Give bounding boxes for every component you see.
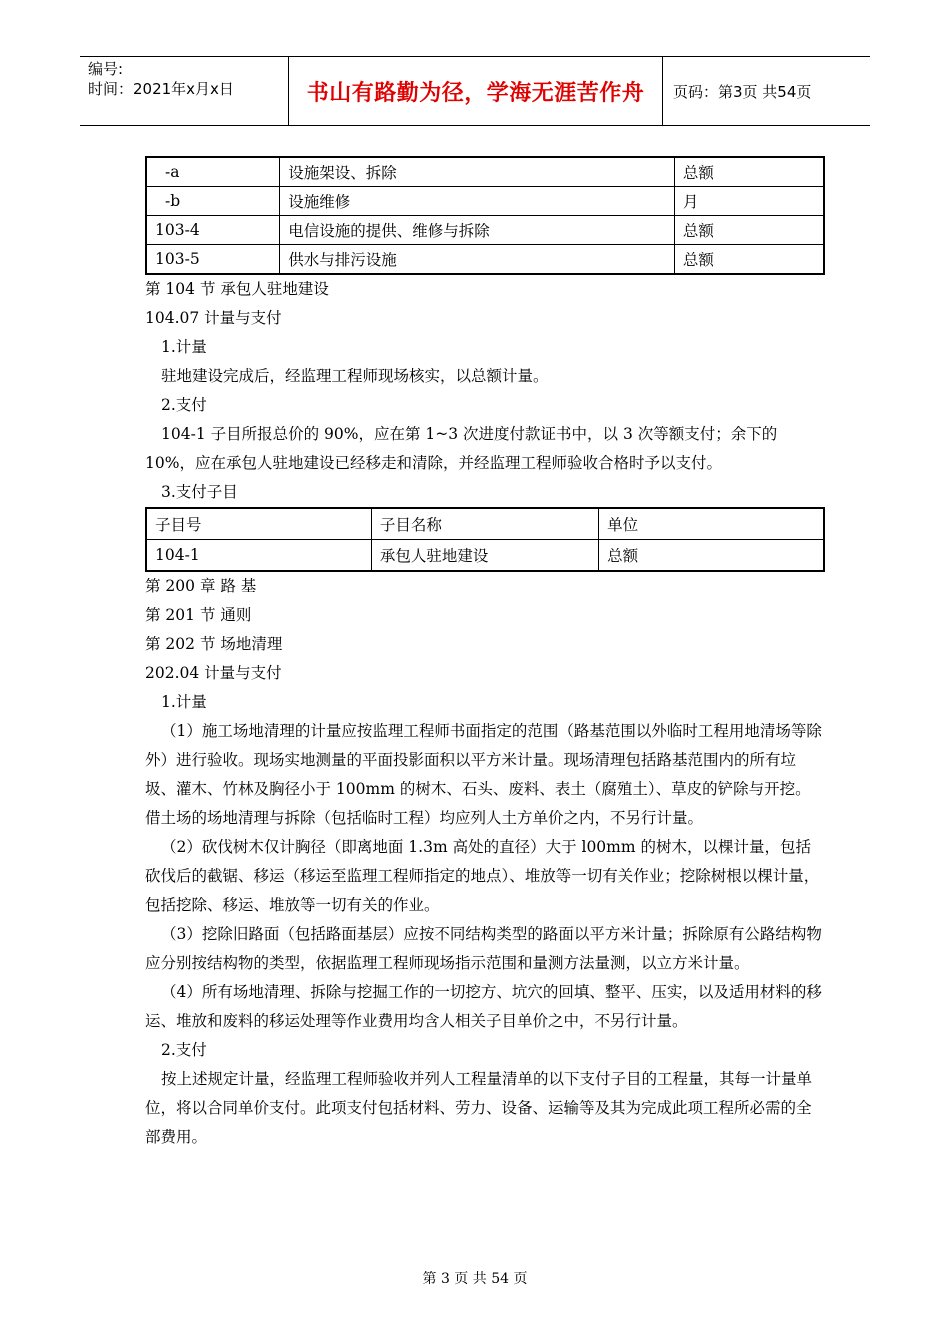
- chapter-200-title: 第 200 章 路 基: [145, 577, 257, 595]
- table-row: [146, 540, 824, 572]
- table-cell: 103-4: [146, 216, 280, 245]
- pay-items-table-104: [145, 507, 825, 572]
- table-cell: 104-1: [146, 540, 371, 572]
- number-label: 编号:: [88, 60, 124, 78]
- measure-paragraph-1: （1）施工场地清理的计量应按监理工程师书面指定的范围（路基范围以外临时工程用地清场等除外）进行验收。现场实地测量的平面投影面积以平方米计量。现场清理包括路基范围内的所有垃圾、灌木、竹林及胸径小于 100mm 的树木、石头、废料、表土（腐殖土）、草皮的铲除与开挖。借土场的场地清理与拆除（包括临时工程）均应列人土方单价之内，不另行计量。: [145, 722, 822, 827]
- table-header-row: [146, 508, 824, 540]
- table-cell: 承包人驻地建设: [371, 540, 598, 572]
- section-201-title: 第 201 节 通则: [145, 606, 252, 624]
- table-row: [146, 216, 824, 245]
- measure-paragraph-3: （3）挖除旧路面（包括路面基层）应按不同结构类型的路面以平方米计量；拆除原有公路结构物应分别按结构物的类型，依据监理工程师现场指示范围和量测方法量测，以立方米计量。: [145, 925, 822, 972]
- table-cell: 月: [674, 187, 824, 216]
- header-meta: [80, 57, 289, 125]
- table-cell: 供水与排污设施: [280, 245, 675, 275]
- section-104-title: 第 104 节 承包人驻地建设: [145, 280, 329, 298]
- measure-title: 1.计量: [161, 338, 207, 356]
- page-header: [80, 56, 870, 126]
- section-104-sub: 104.07 计量与支付: [145, 309, 282, 327]
- items-table-103: [145, 156, 825, 275]
- table-row: [146, 245, 824, 275]
- table-row: [146, 157, 824, 187]
- table-cell: -a: [146, 157, 280, 187]
- measure-text: 驻地建设完成后，经监理工程师现场核实，以总额计量。: [161, 367, 549, 385]
- section-202-title: 第 202 节 场地清理: [145, 635, 283, 653]
- column-header: 单位: [599, 508, 824, 540]
- column-header: 子目号: [146, 508, 371, 540]
- measure-title-202: 1.计量: [161, 693, 207, 711]
- column-header: 子目名称: [371, 508, 598, 540]
- table-cell: 总额: [674, 216, 824, 245]
- payment-title-202: 2.支付: [161, 1041, 207, 1059]
- measure-paragraph-2: （2）砍伐树木仅计胸径（即离地面 1.3m 高处的直径）大于 l00mm 的树木，以棵计量，包括砍伐后的截锯、移运（移运至监理工程师指定的地点）、堆放等一切有关作业；挖除树根以棵计量，包括挖除、移运、堆放等一切有关的作业。: [145, 838, 820, 914]
- table-cell: 总额: [674, 245, 824, 275]
- time-label: 时间：2021年x月x日: [88, 80, 234, 98]
- table-cell: 总额: [599, 540, 824, 572]
- table-cell: 设施架设、拆除: [280, 157, 675, 187]
- section-202-sub: 202.04 计量与支付: [145, 664, 282, 682]
- table-cell: 电信设施的提供、维修与拆除: [280, 216, 675, 245]
- page-footer: 第 3 页 共 54 页: [422, 1271, 528, 1287]
- table-cell: 103-5: [146, 245, 280, 275]
- pay-items-title: 3.支付子目: [161, 483, 238, 501]
- table-cell: -b: [146, 187, 280, 216]
- measure-paragraph-4: （4）所有场地清理、拆除与挖掘工作的一切挖方、坑穴的回填、整平、压实，以及适用材料的移运、堆放和废料的移运处理等作业费用均含人相关子目单价之中，不另行计量。: [145, 983, 822, 1030]
- header-page-info: 页码：第3页 共54页: [673, 82, 812, 101]
- payment-title: 2.支付: [161, 396, 207, 414]
- document-body: [145, 156, 825, 1152]
- table-row: [146, 187, 824, 216]
- table-cell: 设施维修: [280, 187, 675, 216]
- table-cell: 总额: [674, 157, 824, 187]
- payment-text: 104-1 子目所报总价的 90%，应在第 1~3 次进度付款证书中，以 3 次等额支付；余下的 10%，应在承包人驻地建设已经移走和清除，并经监理工程师验收合格时予以支付。: [145, 425, 778, 472]
- header-motto: 书山有路勤为径，学海无涯苦作舟: [289, 57, 663, 125]
- payment-paragraph-202: 按上述规定计量，经监理工程师验收并列人工程量清单的以下支付子目的工程量，其每一计量单位，将以合同单价支付。此项支付包括材料、劳力、设备、运输等及其为完成此项工程所必需的全部费用。: [145, 1070, 813, 1146]
